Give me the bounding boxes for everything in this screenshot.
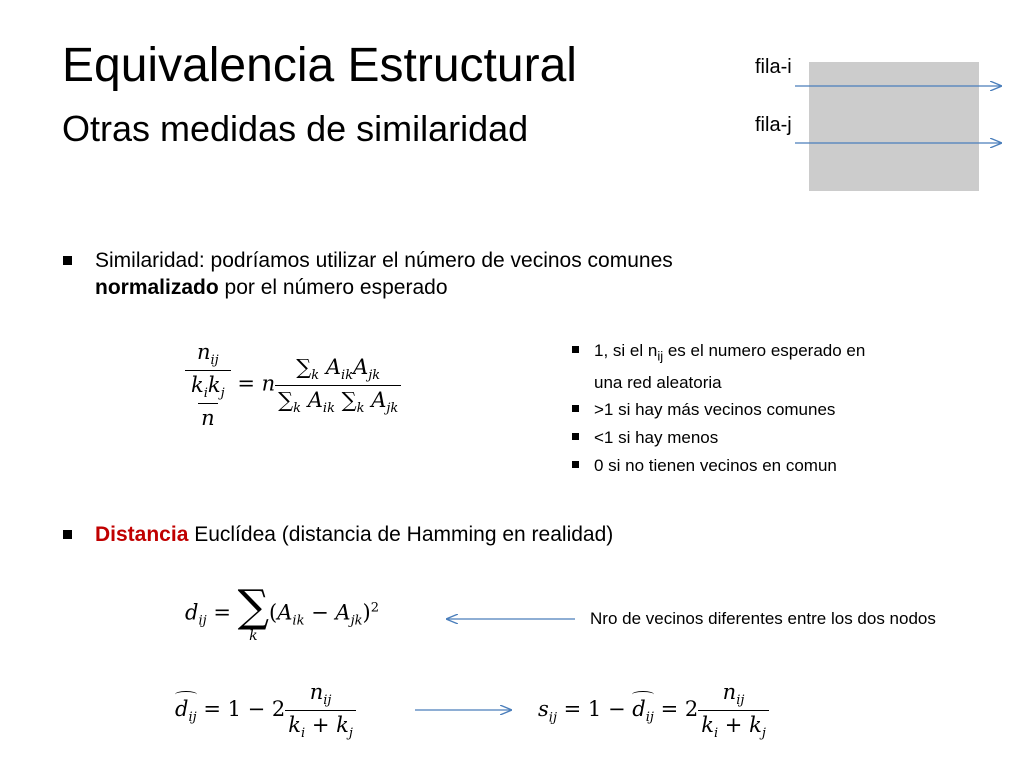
list-item: [570, 424, 960, 452]
page-title: Equivalencia Estructural: [62, 39, 577, 92]
row-j-label: fila-j: [755, 114, 792, 136]
similarity-bullet: [95, 247, 775, 301]
distance-bullet: [95, 521, 795, 548]
list-item-text: 0 si no tienen vecinos en comun: [594, 456, 837, 476]
interpretation-list: [570, 337, 960, 480]
list-item-sub: ij: [657, 348, 664, 364]
bullet-square: [63, 256, 72, 265]
row-i-label: fila-i: [755, 56, 792, 78]
bullet-square: [572, 433, 579, 440]
list-item-text: 1, si el n: [594, 341, 658, 360]
list-item: [570, 452, 960, 480]
similarity-equation: $\frac{n_{ij}}{\frac{k_ik_j}{n}}$ = n $\frac{\sum_k A_{ik}A_{jk}}{\sum_k A_{ik} \sum_k A_{jk}}$: [185, 340, 401, 430]
bullet-square: [63, 530, 72, 539]
distance-note: Nro de vecinos diferentes entre los dos nodos: [590, 609, 936, 628]
bullet-square: [572, 405, 579, 412]
similarity-from-distance-equation: $s_{ij} = 1 - d_{ij} = 2$ $\frac{n_{ij}}{k_i + k_j}$: [538, 680, 769, 741]
similarity-text-b: por el número esperado: [218, 276, 448, 299]
bullet-square: [572, 461, 579, 468]
list-item: [570, 337, 960, 396]
list-item-text: <1 si hay menos: [594, 428, 719, 448]
distance-text: Euclídea (distancia de Hamming en realidad): [188, 523, 614, 546]
list-item-text: es el numero esperado en: [663, 341, 866, 360]
distance-highlight: Distancia: [95, 523, 189, 546]
normalized-distance-equation: $d_{ij} = 1 - 2$ $\frac{n_{ij}}{k_i + k_j}$: [175, 680, 356, 741]
list-item-continuation: una red aleatoria: [594, 373, 722, 393]
list-item: [570, 396, 960, 424]
bullet-square: [572, 346, 579, 353]
similarity-bold: normalizado: [95, 276, 219, 299]
page-subtitle: Otras medidas de similaridad: [62, 108, 529, 149]
distance-equation: $d_{ij}$ = ∑ k $(A_{ik} - A_{jk})^2$: [185, 581, 379, 644]
list-item-text: >1 si hay más vecinos comunes: [594, 400, 836, 420]
similarity-text-a: Similaridad: podríamos utilizar el número de vecinos comunes: [95, 249, 673, 272]
